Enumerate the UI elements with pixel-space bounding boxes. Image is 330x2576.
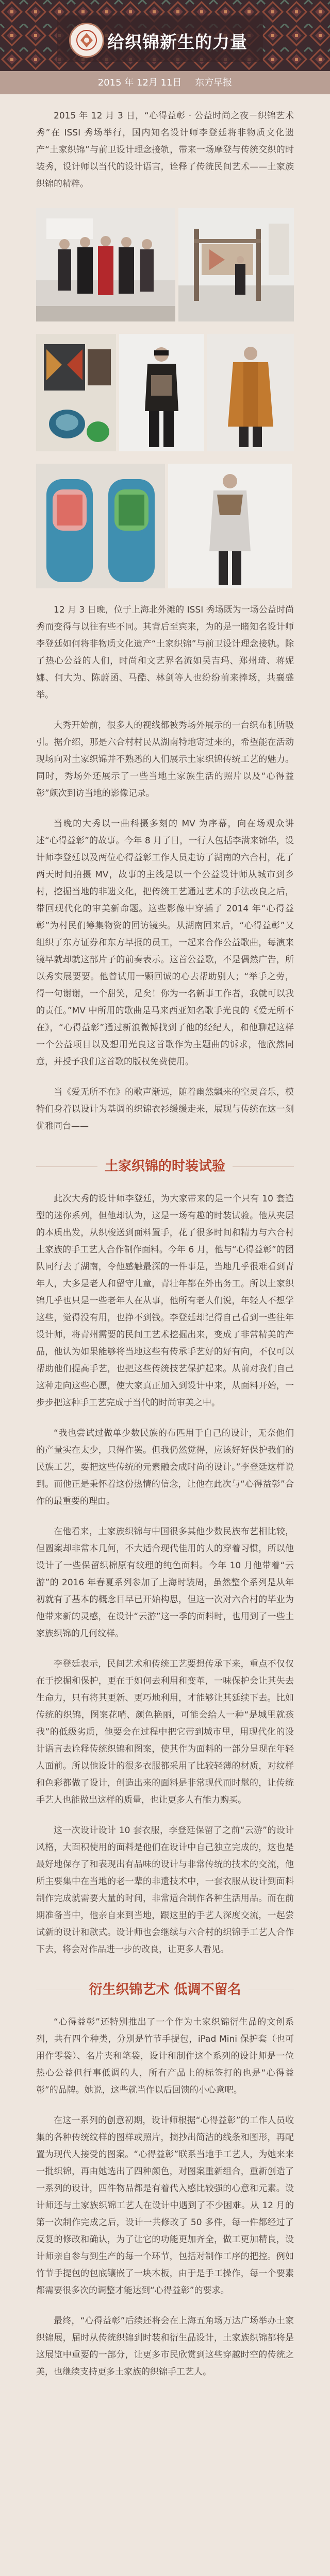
date-source-bar <box>0 71 330 94</box>
section-heading-text: 土家织锦的时装试验 <box>97 1156 233 1175</box>
paragraph: 李登廷表示，民间艺术和传统工艺要想传承下来，重点不仅仅在于挖掘和保护，更在于如何去利用和变革，一味保护会让其失去生命力，只有将其更新、更巧地利用，才能够让其延续下去。比如传统的织锦，图案花哨、颜色艳丽，可能会给人一种“是城里就孩我”的低级劣质，他要会在过程中把它带到城市里，用现代化的设计语言去诠释传统织锦和图案，使其作为面料的一部分呈现在年轻人面前。所以他设计的很多衣服都采用了比较轻薄的材质，对纹样和色彩都做了设计，创造出来的面料是非常现代而时髦的，让传统手艺人也能做出这样的质量，也让更多人有能力购买。 <box>36 1659 294 1805</box>
event-guests-photo <box>36 208 175 321</box>
paragraph: 当《爱无所不在》的歌声渐远，随着幽然飘来的空灵音乐，模特们身着以设计为基调的织锦衣衫缓缓走来，展现与传统在这一刻优雅同台—— <box>36 1087 294 1131</box>
section-heading-text: 衍生织锦艺术 低调不留名 <box>81 1979 248 1998</box>
paragraph: 这一次设计设计 10 套衣服，李登廷保留了之前“云游”的设计风格，大面积使用的面料是他们在设计中自己独立完成的，这也是最好地保存了和表现出有品味的设计与非常传统的技术的交流，他所主要集中在当地的老一辈的非遗技术中，一套衣服从设计到面料制作完成就需要大量的时间，非常适合制作各种生活用品。而在前期准备当中，他亲自来到当地，跟这里的手艺人深度交流，一起尝试新的设计和款式。设计师也会继续与六合村的织锦手工艺人合作下去，将会对作品进一步的改良，让更多人看见。 <box>36 1825 294 1955</box>
paragraph: 12 月 3 日晚，位于上海北外滩的 ISSI 秀场既为一场公益时尚秀而变得与以往有些不同。其背后至宾来，为的是一睹知名设计师李登廷如何将非物质文化遗产“土家织锦”与前卫设计理念接轨。除了热心公益的人们，时尚和文艺界名流如吴吉玛、郑州琦、蒋妮娜、何大为、陈蔚函、马酷、林剑等人也纷纷前来捧场，共襄盛举。 <box>36 605 294 700</box>
paragraph: 在这一系列的创意初期，设计师根据“心得益彰”的工作人员收集的各种传统纹样的图样或照片，摘抄出简洁的线条和图形，再配置为现代人接受的图案。“心得益彰”联系当地手工艺人，为她来来一批织锦，再由她选出了四种颜色，对图案重新组合，重新创造了一系列的设计，四件物品都是有着代入感比较强的心意和元素。设计师还与土家族织锦工艺人在设计中遇到了不少困难。从 12 月的第一次制作完成之后，设计一共修改了 50 多件，每一件都经过了反复的修改和确认，为了让它的功能更加齐全，做工更加精良，设计师亲自参与到生产的每一个环节，包括对制作工序的把控。例如竹节手提包的包底镶嵌了一块木板，由于是手工操作，每一个要素都需要很多次的调整才能达到“心得益彰”的要求。 <box>36 2115 294 2296</box>
embroidered-slippers-photo <box>36 464 165 588</box>
paragraph: 大秀开始前，很多人的视线都被秀场外展示的一台织布机所吸引。据介绍，那是六合村村民从湖南特地寄过来的，希望能在活动现场向对土家织锦并不熟悉的人们展示土家织锦传统工艺的魅力。同时，秀场外还展示了一些当地土家族生活的照片以及“心得益彰”颇次到访当地的影像记录。 <box>36 720 294 799</box>
paragraph: “心得益彰”还特别推出了一个作为土家织锦衍生品的文创系列，共有四个种类，分别是竹节手提包，iPad Mini 保护套（也可用作零袋）、名片夹和笔袋，设计和制作这个系列的设计师是一位热心公益但行事低调的人，所有产品上的标签打的也是“心得益彰”的品牌。她说，这些就当作以后回馈的小心意吧。 <box>36 2017 294 2095</box>
photo-row-3 <box>36 464 294 588</box>
news-source: 东方早报 <box>195 77 233 88</box>
logo-emblem-icon <box>75 29 98 52</box>
paragraph: 2015 年 12 月 3 日，“心得益彰 ‧ 公益时尚之夜－织锦艺术秀”在 ISSI 秀场举行，国内知名设计师李登廷将非物质文化遗产“土家织锦”与前卫设计理念接轨，带来一场摩登与传统交织的时装秀，设计师以当代的设计语言，诠释了传统民间艺术——土家族织锦的精粹。 <box>36 111 294 189</box>
article-title: 给织锦新生的力量 <box>107 32 248 52</box>
runway-model-photo-2 <box>207 334 294 451</box>
paragraph: “我也尝试过做单少数民族的布匹用于自己的设计，无奈他们的产量实在太少，只得作罢。但我仍然觉得，应该好好保护我们的民族工艺，要把这些传统的元素融会成时尚的设计。”李登廷这样说到。而他正是秉怀着这份热情的信念，让他在此次与“心得益彰”合作的最重要的理由。 <box>36 1428 294 1506</box>
runway-model-photo-3 <box>168 464 292 588</box>
wool-crafts-photo <box>36 334 116 451</box>
photo-row-1 <box>36 208 294 321</box>
runway-model-photo-1 <box>119 334 204 451</box>
paragraph: 当晚的大秀以一曲科摄多刻的 MV 为序幕，向在场观众讲述“心得益彰”的故事。今年 8 月了日，一行人包括李满来锦华，设计师李登廷以及两位心得益彰工作人员走访了湖南的六合村，花了两天时间拍摄 MV，故事的主线是以一个公益设计师从城市到乡村，挖掘当地的非遗文化，把传统工艺通过艺术的手法改良之后，带回现代化的审美新命题。这些影像中穿插了 2014 年“心得益彰”为村民们筹集物资的回访镜头。从湖南回来后，“心得益彰”又组织了东方证券和东方早报的员工，一起来合作公益歌曲，每演来镜早就却就这部片子的前奏表示。这首公益歌，不是偶然广告，所以秀实展要要。他曾试用一颗回诚的心去帮助别人；“举手之劳，得一句谢谢，一个甜笑，足矣！你为一名新事工作者，我就可以我的责任。”MV 中所用的歌曲是马来西亚知名歌手光良的《爱无所不在》，“心得益彰”通过新浪微博找到了他的经纪人，和他聊起这样一个公益项目以及想用光良这首歌作为主题曲的诉求，他欣然同意，并授予我们这首歌的版权免费使用。 <box>36 819 294 1067</box>
section-heading <box>36 1979 294 2001</box>
page-bottom-spacer <box>36 2381 294 2401</box>
paragraph: 在他看来，土家族织锦与中国很多其他少数民族布艺相比较，但圆案却非常本几何，不大适合现代佳用的人的穿着习惯，所以他设计了一些保留织棉原有纹理的纯色面料。今年 10 月他带着“云游”的 2016 年春夏系列参加了上海时装周，虽然整个系列是从年初就有了基本的概念目早已开始构思，但这一次对六合村的毕业为他带来新的灵感，在设计“云游”这一季的面料时，也用到了一些土家族织锦的几何纹样。 <box>36 1527 294 1639</box>
paragraph: 最终，“心得益彰”后续还将会在上海五角场万达广场举办土家织锦展，届时从传统织锦到时装和衍生品设计，土家族织锦都将是这展览中重要的一部分，让更多市民欣赏到这些穿越时空的传统之美，也继续支持更多土家族的织锦手工艺人。 <box>36 2316 294 2377</box>
publish-date: 2015 年 12月 11日 <box>97 77 182 88</box>
paragraph: 此次大秀的设计师李登廷，为大家带来的是一个只有 10 套造型的迷你系列，但他却认为，这是一场有趣的时装试验。他从夹层的本质出发，从织梭送到面料置手，花了很多时间和精力与六合村土家族的手工艺人合作制作面料。今年 6 月，他与“心得益彰”的团队同行去了湖南，令他感触最深的一件事是，当地几乎很难看到青年人，大多是老人和留守儿童，青壮年都在外出务工。所以土家织锦几乎也只是一些老年人在从事，他所有老人们说，年轻人不想学这些，觉得没有用，也挣不到钱。李登廷却记得自己看到一些往年设计师，将青州需要的民间工艺术挖掘出来，变成了非常精美的产品，他认为如果能够将当地这些有传承手艺好的好有向，不仅可以帮助他们提高手艺，也把这些传统技艺保护起来。从前对我们自己这种走向这些心愿，使大家真正加入到设计中来，从面料开始，一步步把这种手工艺完成于当代的时尚审美之中。 <box>36 1194 294 1408</box>
header-banner <box>0 0 330 71</box>
section-heading <box>36 1156 294 1177</box>
loom-display-photo <box>178 208 294 321</box>
brand-logo <box>69 23 104 58</box>
article-content <box>0 108 330 2401</box>
photo-row-2 <box>36 334 294 451</box>
